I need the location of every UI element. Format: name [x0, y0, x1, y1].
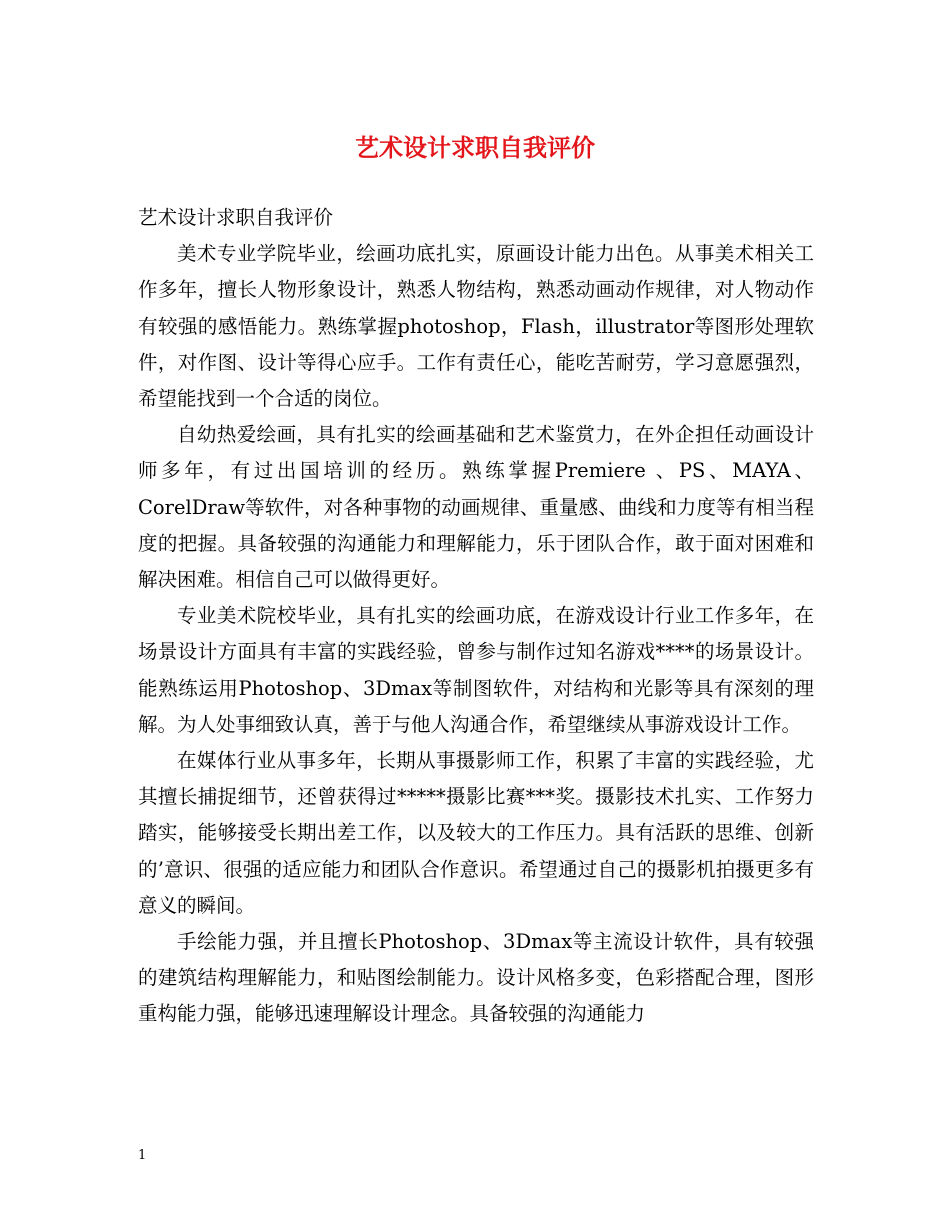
document-body [138, 200, 814, 1033]
document-title: 艺术设计求职自我评价 [355, 134, 595, 162]
paragraph-3: 专业美术院校毕业，具有扎实的绘画功底，在游戏设计行业工作多年，在场景设计方面具有丰富的实践经验，曾参与制作过知名游戏****的场景设计。能熟练运用Photoshop、3Dmax等制图软件，对结构和光影等具有深刻的理解。为人处事细致认真，善于与他人沟通合作，希望继续从事游戏设计工作。 [138, 604, 814, 736]
paragraph-2: 自幼热爱绘画，具有扎实的绘画基础和艺术鉴赏力，在外企担任动画设计师多年，有过出国培训的经历。熟练掌握Premiere 、PS、MAYA、CorelDraw等软件，对各种事物的动画规律、重量感、曲线和力度等有相当程度的把握。具备较强的沟通能力和理解能力，乐于团队合作，敢于面对困难和解决困难。相信自己可以做得更好。 [138, 423, 814, 592]
document-subtitle: 艺术设计求职自我评价 [138, 206, 334, 229]
paragraph-4: 在媒体行业从事多年，长期从事摄影师工作，积累了丰富的实践经验，尤其擅长捕捉细节，还曾获得过*****摄影比赛***奖。摄影技术扎实、工作努力踏实，能够接受长期出差工作，以及较大的工作压力。具有活跃的思维、创新的’意识、很强的适应能力和团队合作意识。希望通过自己的摄影机拍摄更多有意义的瞬间。 [138, 749, 814, 917]
page-number: 1 [138, 1148, 147, 1163]
paragraph-5: 手绘能力强，并且擅长Photoshop、3Dmax等主流设计软件，具有较强的建筑结构理解能力，和贴图绘制能力。设计风格多变，色彩搭配合理，图形重构能力强，能够迅速理解设计理念。具备较强的沟通能力 [138, 930, 814, 1026]
paragraph-1: 美术专业学院毕业，绘画功底扎实，原画设计能力出色。从事美术相关工作多年，擅长人物形象设计，熟悉人物结构，熟悉动画动作规律，对人物动作有较强的感悟能力。熟练掌握photoshop，Flash，illustrator等图形处理软件，对作图、设计等得心应手。工作有责任心，能吃苦耐劳，学习意愿强烈，希望能找到一个合适的岗位。 [138, 242, 814, 411]
